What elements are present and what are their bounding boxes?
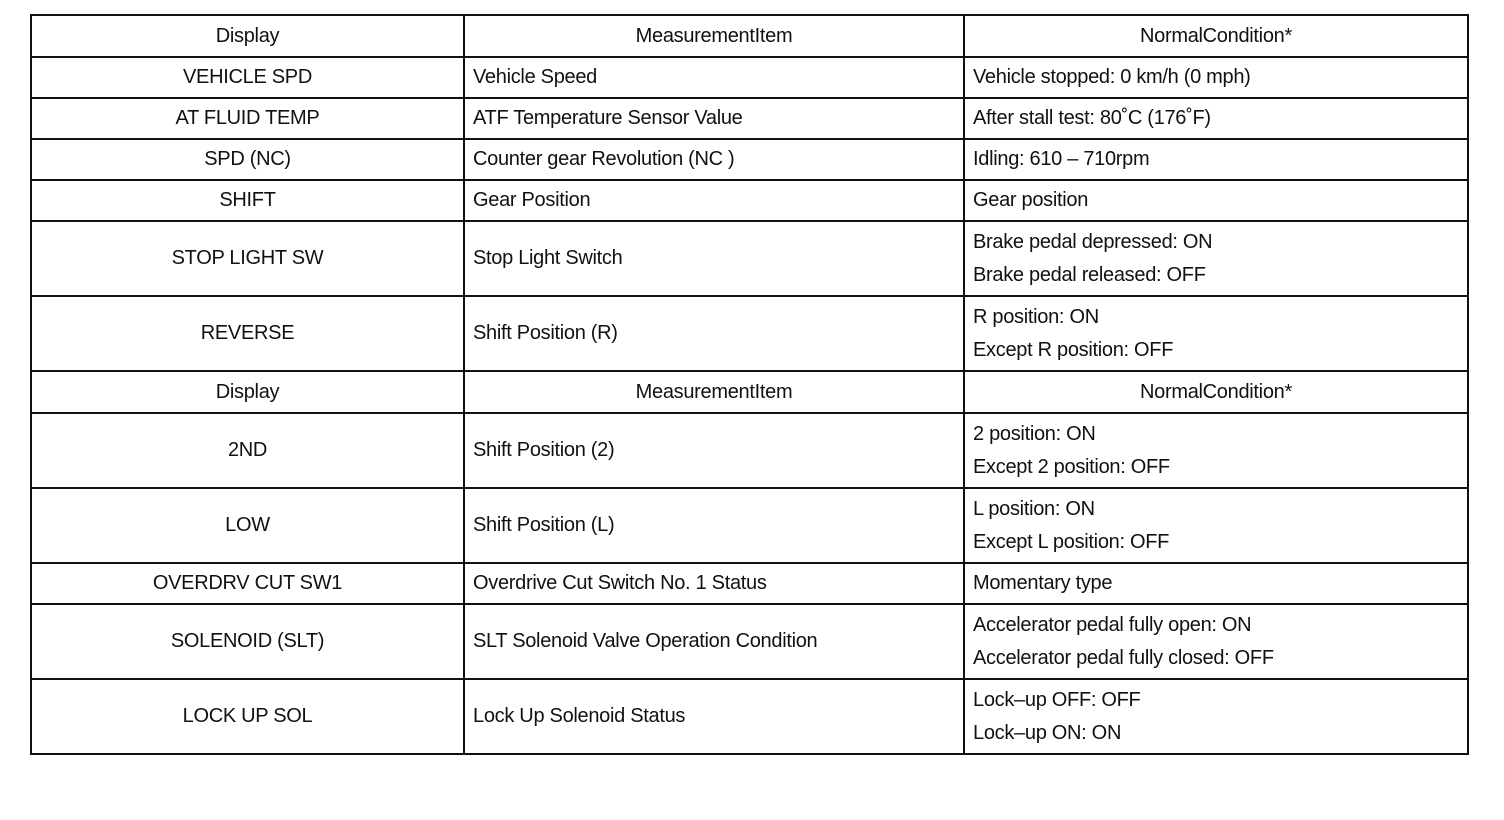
condition-line: Except L position: OFF	[973, 530, 1170, 553]
table-header-row	[31, 371, 1468, 413]
condition-line: Brake pedal depressed: ON	[973, 230, 1213, 253]
measurement-item-cell: Shift Position (R)	[464, 296, 964, 371]
table-row	[31, 296, 1468, 371]
normal-condition-cell	[964, 180, 1468, 221]
normal-condition-cell	[964, 57, 1468, 98]
measurement-item-cell: Stop Light Switch	[464, 221, 964, 296]
table-row	[31, 488, 1468, 563]
condition-line: R position: ON	[973, 305, 1099, 328]
display-cell: LOW	[31, 488, 464, 563]
header-measurement-item: MeasurementItem	[464, 371, 964, 413]
measurement-item-cell: SLT Solenoid Valve Operation Condition	[464, 604, 964, 679]
table-row	[31, 563, 1468, 604]
condition-line: L position: ON	[973, 497, 1095, 520]
condition-line: After stall test: 80˚C (176˚F)	[973, 107, 1211, 129]
normal-condition-cell	[964, 221, 1468, 296]
header-display: Display	[31, 15, 464, 57]
condition-line: Gear position	[973, 189, 1089, 211]
condition-line: Lock–up ON: ON	[973, 721, 1122, 744]
measurement-item-cell: ATF Temperature Sensor Value	[464, 98, 964, 139]
measurement-item-cell: Overdrive Cut Switch No. 1 Status	[464, 563, 964, 604]
normal-condition-cell	[964, 139, 1468, 180]
condition-line: Accelerator pedal fully closed: OFF	[973, 646, 1274, 669]
display-cell: REVERSE	[31, 296, 464, 371]
display-cell: LOCK UP SOL	[31, 679, 464, 754]
display-cell: 2ND	[31, 413, 464, 488]
spec-sheet	[30, 14, 1467, 755]
display-cell: OVERDRV CUT SW1	[31, 563, 464, 604]
condition-line: Accelerator pedal fully open: ON	[973, 613, 1252, 636]
data-list-table	[30, 14, 1469, 755]
table-row	[31, 57, 1468, 98]
measurement-item-cell: Gear Position	[464, 180, 964, 221]
condition-line: Except R position: OFF	[973, 338, 1174, 361]
measurement-item-cell: Shift Position (L)	[464, 488, 964, 563]
table-row	[31, 180, 1468, 221]
measurement-item-cell: Shift Position (2)	[464, 413, 964, 488]
condition-line: 2 position: ON	[973, 422, 1096, 445]
table-row	[31, 139, 1468, 180]
measurement-item-cell: Lock Up Solenoid Status	[464, 679, 964, 754]
measurement-item-cell: Counter gear Revolution (NC )	[464, 139, 964, 180]
header-measurement-item: MeasurementItem	[464, 15, 964, 57]
normal-condition-cell	[964, 563, 1468, 604]
condition-line: Lock–up OFF: OFF	[973, 688, 1141, 711]
display-cell: SPD (NC)	[31, 139, 464, 180]
normal-condition-cell	[964, 296, 1468, 371]
header-display: Display	[31, 371, 464, 413]
display-cell: AT FLUID TEMP	[31, 98, 464, 139]
table-row	[31, 679, 1468, 754]
condition-line: Vehicle stopped: 0 km/h (0 mph)	[973, 66, 1251, 88]
normal-condition-cell	[964, 604, 1468, 679]
header-normal-condition: NormalCondition*	[964, 15, 1468, 57]
condition-line: Brake pedal released: OFF	[973, 263, 1206, 286]
condition-line: Momentary type	[973, 572, 1113, 594]
condition-line: Idling: 610 – 710rpm	[973, 148, 1150, 170]
table-header-row	[31, 15, 1468, 57]
display-cell: SHIFT	[31, 180, 464, 221]
measurement-item-cell: Vehicle Speed	[464, 57, 964, 98]
normal-condition-cell	[964, 679, 1468, 754]
display-cell: SOLENOID (SLT)	[31, 604, 464, 679]
normal-condition-cell	[964, 98, 1468, 139]
table-row	[31, 221, 1468, 296]
table-row	[31, 413, 1468, 488]
display-cell: STOP LIGHT SW	[31, 221, 464, 296]
normal-condition-cell	[964, 413, 1468, 488]
normal-condition-cell	[964, 488, 1468, 563]
table-row	[31, 98, 1468, 139]
table-row	[31, 604, 1468, 679]
condition-line: Except 2 position: OFF	[973, 455, 1170, 478]
display-cell: VEHICLE SPD	[31, 57, 464, 98]
header-normal-condition: NormalCondition*	[964, 371, 1468, 413]
